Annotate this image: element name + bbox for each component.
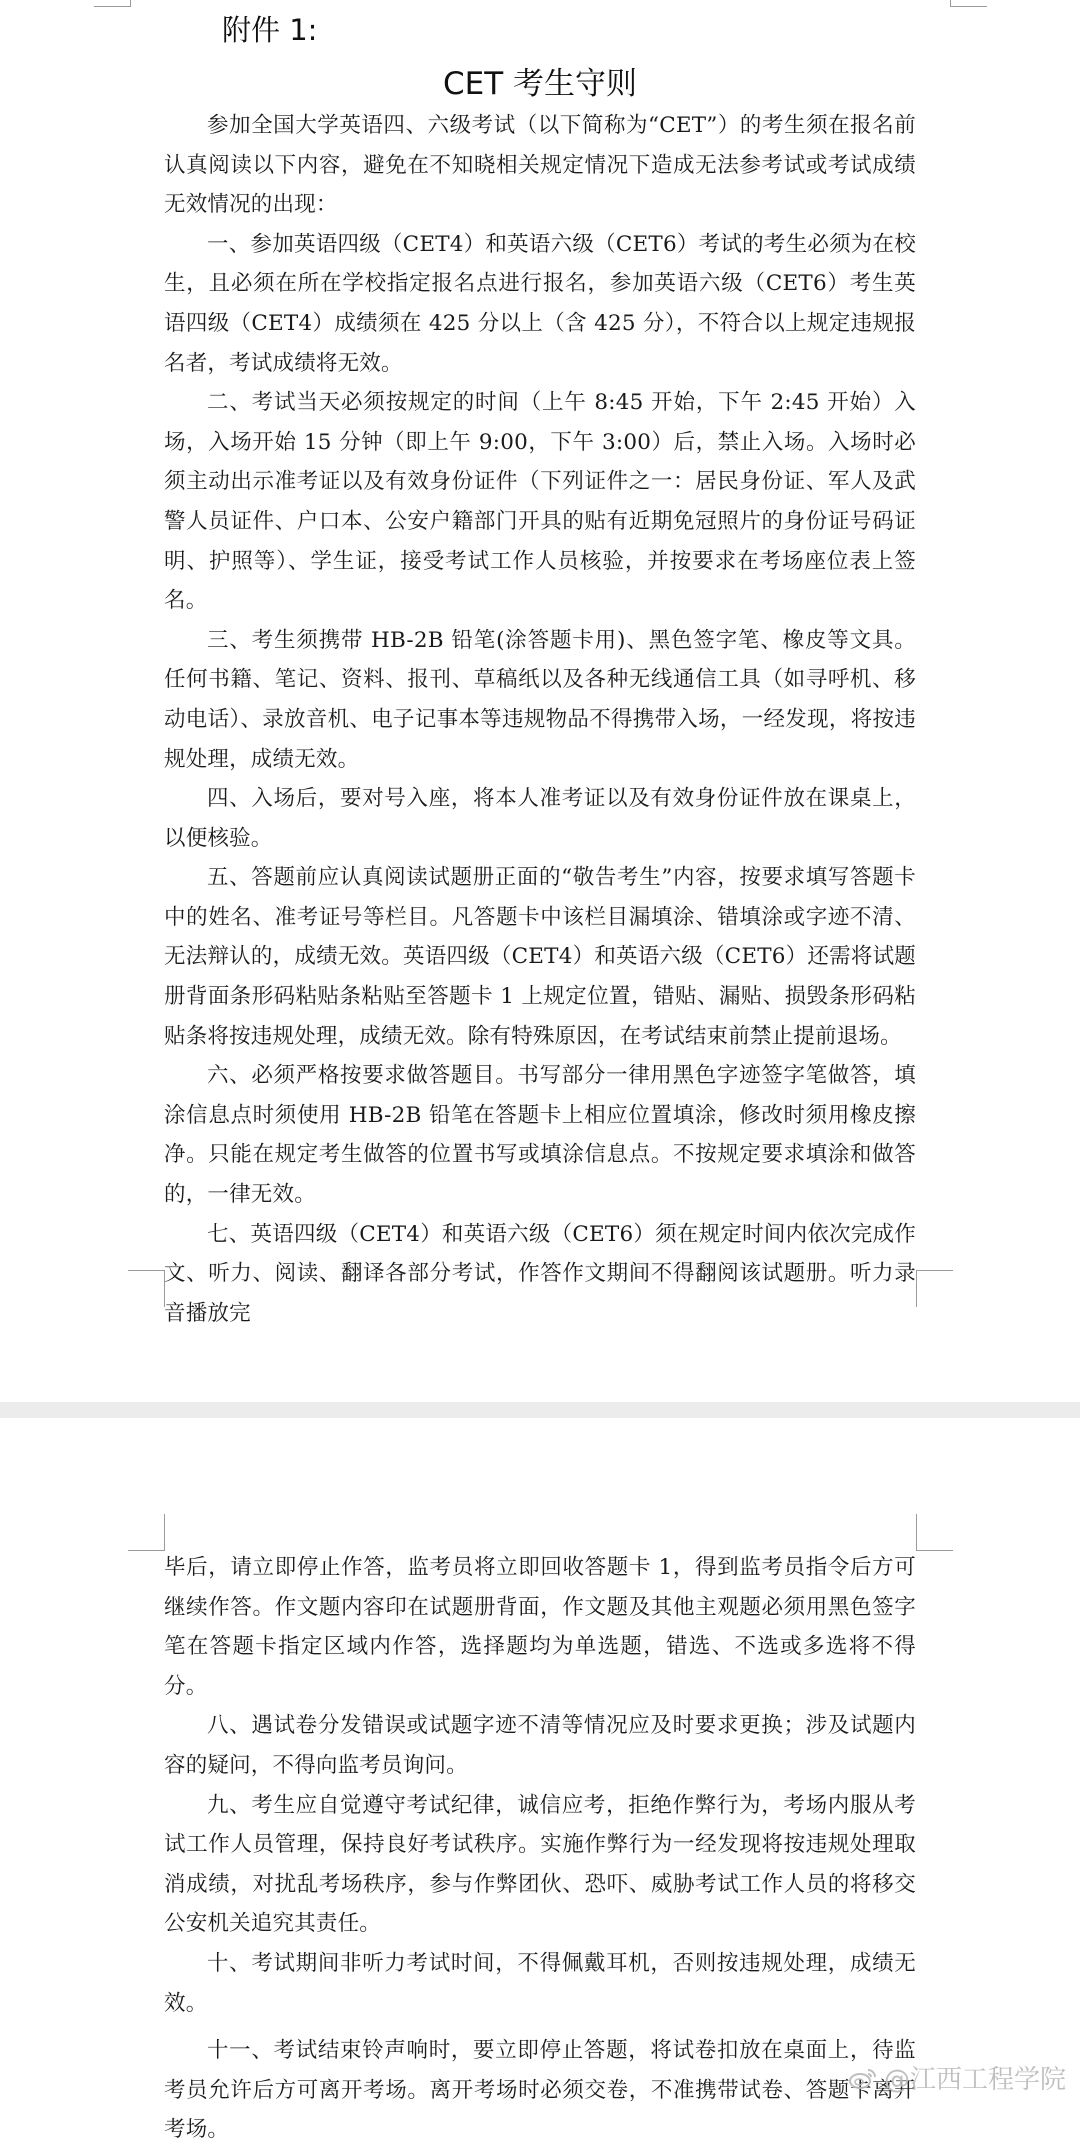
page-corner-mark [128, 1514, 165, 1551]
paragraph-intro: 参加全国大学英语四、六级考试（以下简称为“CET”）的考生须在报名前认真阅读以下内容，避免在不知晓相关规定情况下造成无法参考试或考试成绩无效情况的出现： [164, 113, 916, 218]
paragraph-rule-5: 五、答题前应认真阅读试题册正面的“敬告考生”内容，按要求填写答题卡中的姓名、准考证号等栏目。凡答题卡中该栏目漏填涂、错填涂或字迹不清、无法辩认的，成绩无效。英语四级（CET4）和英语六级（CET6）还需将试题册背面条形码粘贴条粘贴至答题卡 1 上规定位置，错贴、漏贴、损毁条形码粘贴条将按违规处理，成绩无效。除有特殊原因，在考试结束前禁止提前退场。 [164, 865, 916, 1049]
paragraph-rule-6: 六、必须严格按要求做答题目。书写部分一律用黑色字迹签字笔做答，填涂信息点时须使用 HB-2B 铅笔在答题卡上相应位置填涂，修改时须用橡皮擦净。只能在规定考生做答的位置书写或填涂信息点。不按规定要求填涂和做答的，一律无效。 [164, 1063, 916, 1208]
paragraph-rule-2: 二、考试当天必须按规定的时间（上午 8:45 开始，下午 2:45 开始）入场，入场开始 15 分钟（即上午 9:00，下午 3:00）后，禁止入场。入场时必须主动出示准考证以及有效身份证件（下列证件之一：居民身份证、军人及武警人员证件、户口本、公安户籍部门开具的贴有近期免冠照片的身份证号码证明、护照等）、学生证，接受考试工作人员核验，并按要求在考场座位表上签名。 [164, 390, 916, 614]
paragraph-rule-1: 一、参加英语四级（CET4）和英语六级（CET6）考试的考生必须为在校生，且必须在所在学校指定报名点进行报名，参加英语六级（CET6）考生英语四级（CET4）成绩须在 425 分以上（含 425 分），不符合以上规定违规报名者，考试成绩将无效。 [164, 231, 916, 376]
page-corner-mark [94, 0, 131, 7]
attachment-label: 附件 1: [222, 13, 318, 47]
paragraph-rule-7: 七、英语四级（CET4）和英语六级（CET6）须在规定时间内依次完成作文、听力、阅读、翻译各部分考试，作答作文期间不得翻阅该试题册。听力录音播放完 [164, 1221, 916, 1326]
watermark-text: @江西工程学院 [883, 2065, 1066, 2095]
page-1-body [164, 106, 916, 1333]
paragraph-rule-9: 九、考生应自觉遵守考试纪律，诚信应考，拒绝作弊行为，考场内服从考试工作人员管理，保持良好考试秩序。实施作弊行为一经发现将按违规处理取消成绩，对扰乱考场秩序，参与作弊团伙、恐吓、威胁考试工作人员的将移交公安机关追究其责任。 [164, 1792, 916, 1937]
page-corner-mark [916, 1514, 953, 1551]
page-2-body [164, 1548, 916, 2150]
document-title: CET 考生守则 [442, 66, 638, 102]
paragraph-rule-3: 三、考生须携带 HB-2B 铅笔(涂答题卡用)、黑色签字笔、橡皮等文具。任何书籍、笔记、资料、报刊、草稿纸以及各种无线通信工具（如寻呼机、移动电话）、录放音机、电子记事本等违规物品不得携带入场，一经发现，将按违规处理，成绩无效。 [164, 627, 916, 772]
page-corner-mark [950, 0, 987, 7]
page-separator [0, 1402, 1080, 1418]
paragraph-rule-10: 十、考试期间非听力考试时间，不得佩戴耳机，否则按违规处理，成绩无效。 [164, 1950, 916, 2016]
weibo-watermark [848, 2059, 1066, 2096]
weibo-icon [848, 2066, 878, 2090]
page-corner-mark [916, 1270, 953, 1307]
paragraph-rule-7-continued: 毕后，请立即停止作答，监考员将立即回收答题卡 1，得到监考员指令后方可继续作答。作文题内容印在试题册背面，作文题及其他主观题必须用黑色签字笔在答题卡指定区域内作答，选择题均为单选题，错选、不选或多选将不得分。 [164, 1555, 916, 1699]
page-corner-mark [128, 1270, 165, 1307]
paragraph-rule-4: 四、入场后，要对号入座，将本人准考证以及有效身份证件放在课桌上，以便核验。 [164, 786, 916, 851]
paragraph-rule-11: 十一、考试结束铃声响时，要立即停止答题，将试卷扣放在桌面上，待监考员允许后方可离开考场。离开考场时必须交卷，不准携带试卷、答题卡离开考场。 [164, 2038, 916, 2143]
paragraph-rule-8: 八、遇试卷分发错误或试题字迹不清等情况应及时要求更换；涉及试题内容的疑问，不得向监考员询问。 [164, 1713, 916, 1778]
